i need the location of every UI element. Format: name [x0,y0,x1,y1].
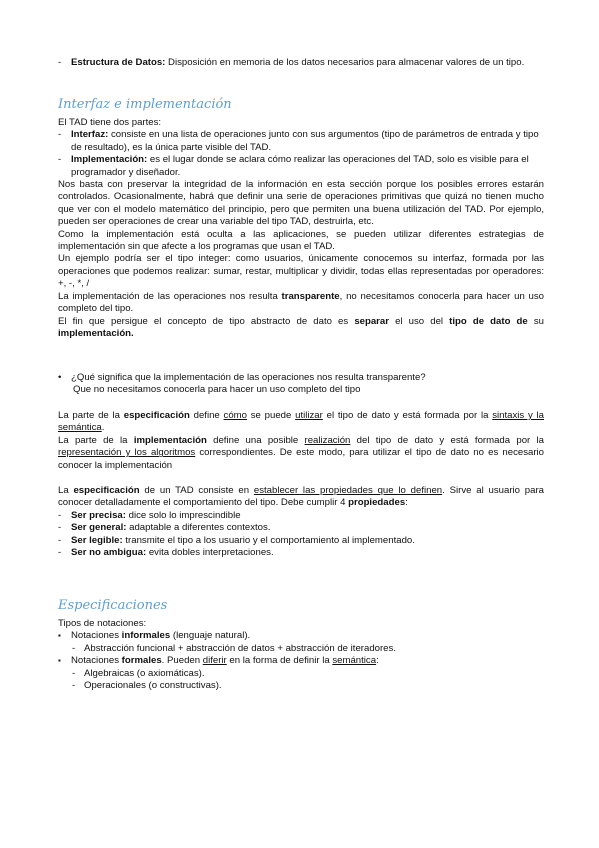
item-text: evita dobles interpretaciones. [146,547,274,559]
term-label: Ser precisa: [71,509,126,521]
item-text: Abstracción funcional + abstracción de datos + abstracción de iteradores. [84,642,396,654]
text-run: . Sirve al usuario para conocer detalladamente el comportamiento del tipo. Debe cumplir 4 [58,485,544,509]
item-text: Algebraicas (o axiomáticas). [84,667,205,679]
text-run: define [189,410,224,421]
dash-marker: - [58,547,62,559]
text-run: . Pueden [161,655,203,667]
bold-run: tipo de dato de [449,315,528,327]
section-especificaciones-body [58,618,544,692]
text-run: su [527,315,544,327]
dash-marker: - [72,680,76,692]
underlined-run: diferir [202,655,227,667]
item-text: dice solo lo imprescindible [125,509,241,521]
underlined-run: representación y los algoritmos [58,447,196,459]
bullet-marker: • [58,372,62,383]
bold-run: informales [121,630,171,642]
list-item [58,510,544,522]
list-item [58,154,544,179]
question-block [58,372,544,397]
underlined-run: sintaxis y la semántica [58,410,544,434]
item-text: Disposición en memoria de los datos necesarios para almacenar valores de un tipo. [165,57,525,68]
sub-list-item [58,680,544,692]
item-text: consiste en una lista de operaciones junto con sus argumentos (tipo de parámetros de entrada y tipo de resultado), es la única parte visible del TAD. [71,129,539,153]
dash-marker: - [58,57,62,68]
dash-marker: - [58,129,62,141]
section-heading-interfaz: Interfaz e implementación [58,97,232,112]
text-run: El fin que persigue el concepto de tipo abstracto de dato es [58,315,355,327]
term-label: Ser general: [71,522,127,534]
text-run: La parte de la [58,410,124,421]
text-run: Notaciones [71,630,122,642]
dash-marker: - [58,522,62,534]
text-run: La [58,485,74,496]
section-interfaz-body [58,117,544,340]
text-run: La parte de la [58,434,134,446]
paragraph [58,435,544,472]
item-text: es el lugar donde se aclara cómo realizar las operaciones del TAD, solo es visible para el programador y diseñador. [71,154,529,178]
text-run: en la forma de definir la [226,655,333,667]
paragraph [58,291,544,316]
underlined-run: cómo [223,410,247,421]
square-bullet-icon: ▪ [58,631,61,641]
text-run: se puede [247,410,296,421]
dash-marker: - [58,509,62,521]
text-run: el tipo de dato y está formada por la [322,410,493,421]
sub-list-item [58,668,544,680]
underlined-run: establecer las propiedades que lo definen [253,485,443,496]
question-text: ¿Qué significa que la implementación de las operaciones nos resulta transparente? [71,372,426,383]
square-bullet-icon: ▪ [58,656,61,666]
dash-marker: - [58,534,62,546]
text-run: La implementación de las operaciones nos resulta [58,290,282,302]
bold-run: formales [121,655,162,667]
paragraph: Un ejemplo podría ser el tipo integer: como usuarios, únicamente conocemos su interfaz, formada por las operaciones que podemos realizar: sumar, restar, multiplicar y dividir, todas ellas representadas por operadores: +, -, *, / [58,253,544,290]
paragraph: Nos basta con preservar la integridad de la información en esta sección porque los posibles errores estarán controlados. Ocasionalmente, habrá que definir una serie de operaciones primitivas que quizá no tienen mucho que ver con el modelo matemático del principio, pero que permiten una buena utilización del TAD. Por ejemplo, pueden ser operaciones de crear una variable del tipo TAD, destruirla, etc. [58,179,544,228]
paragraph: Como la implementación está oculta a las aplicaciones, se pueden utilizar diferentes estrategias de implementación sin que afecte a los programas que usan el TAD. [58,228,544,253]
bold-run: separar [354,315,389,327]
bold-run: transparente [281,290,340,302]
bold-run: propiedades [348,497,406,509]
text-run: . [101,422,105,434]
spec-impl-block [58,410,544,472]
underlined-run: realización [304,434,351,446]
underlined-run: semántica [332,655,377,667]
term-label: Ser legible: [71,534,123,546]
term-label: Ser no ambigua: [71,547,147,559]
text-run: (lenguaje natural). [170,630,251,642]
list-item [58,535,544,547]
dash-marker: - [58,154,62,166]
text-run: : [405,497,408,509]
list-item [58,129,544,154]
item-text: transmite el tipo a los usuario y el comportamiento al implementado. [122,534,415,546]
paragraph: El TAD tiene dos partes: [58,117,162,128]
dash-marker: - [72,667,76,679]
sub-list-item [58,643,544,655]
bold-run: implementación [133,434,207,446]
list-item [58,630,544,642]
intro-list [58,57,544,69]
term-label: Implementación: [71,154,148,166]
paragraph [58,410,544,435]
underlined-run: utilizar [295,410,323,421]
term-label: Interfaz: [71,129,109,141]
item-text: adaptable a diferentes contextos. [126,522,271,534]
item-text: Operacionales (o constructivas). [84,680,222,692]
term-label: Estructura de Datos: [71,57,166,68]
text-run: : [376,655,379,667]
section-heading-especificaciones: Especificaciones [58,598,168,613]
list-item [58,57,544,69]
text-run: correspondientes. De este modo, para utilizar el tipo de dato no es necesario conocer la implementación [58,447,544,471]
text-run: de un TAD consiste en [139,485,254,496]
text-run: Notaciones [71,655,122,667]
text-run: , no necesitamos conocerla para hacer un uso completo del tipo. [58,290,544,315]
spec-properties-block [58,485,544,559]
bold-run: especificación [73,485,140,496]
list-item [58,547,544,559]
text-run: del tipo de dato y está formada por la [350,434,545,446]
list-item [58,372,544,384]
bold-run: implementación. [58,327,134,339]
text-run: define una posible [206,434,305,446]
paragraph: Tipos de notaciones: [58,618,147,629]
answer-text: Que no necesitamos conocerla para hacer un uso completo del tipo [73,384,361,396]
list-item [58,522,544,534]
list-item [58,655,544,667]
text-run: el uso del [388,315,450,327]
bold-run: especificación [123,410,190,421]
dash-marker: - [72,642,76,654]
paragraph [58,485,544,510]
paragraph [58,316,544,341]
